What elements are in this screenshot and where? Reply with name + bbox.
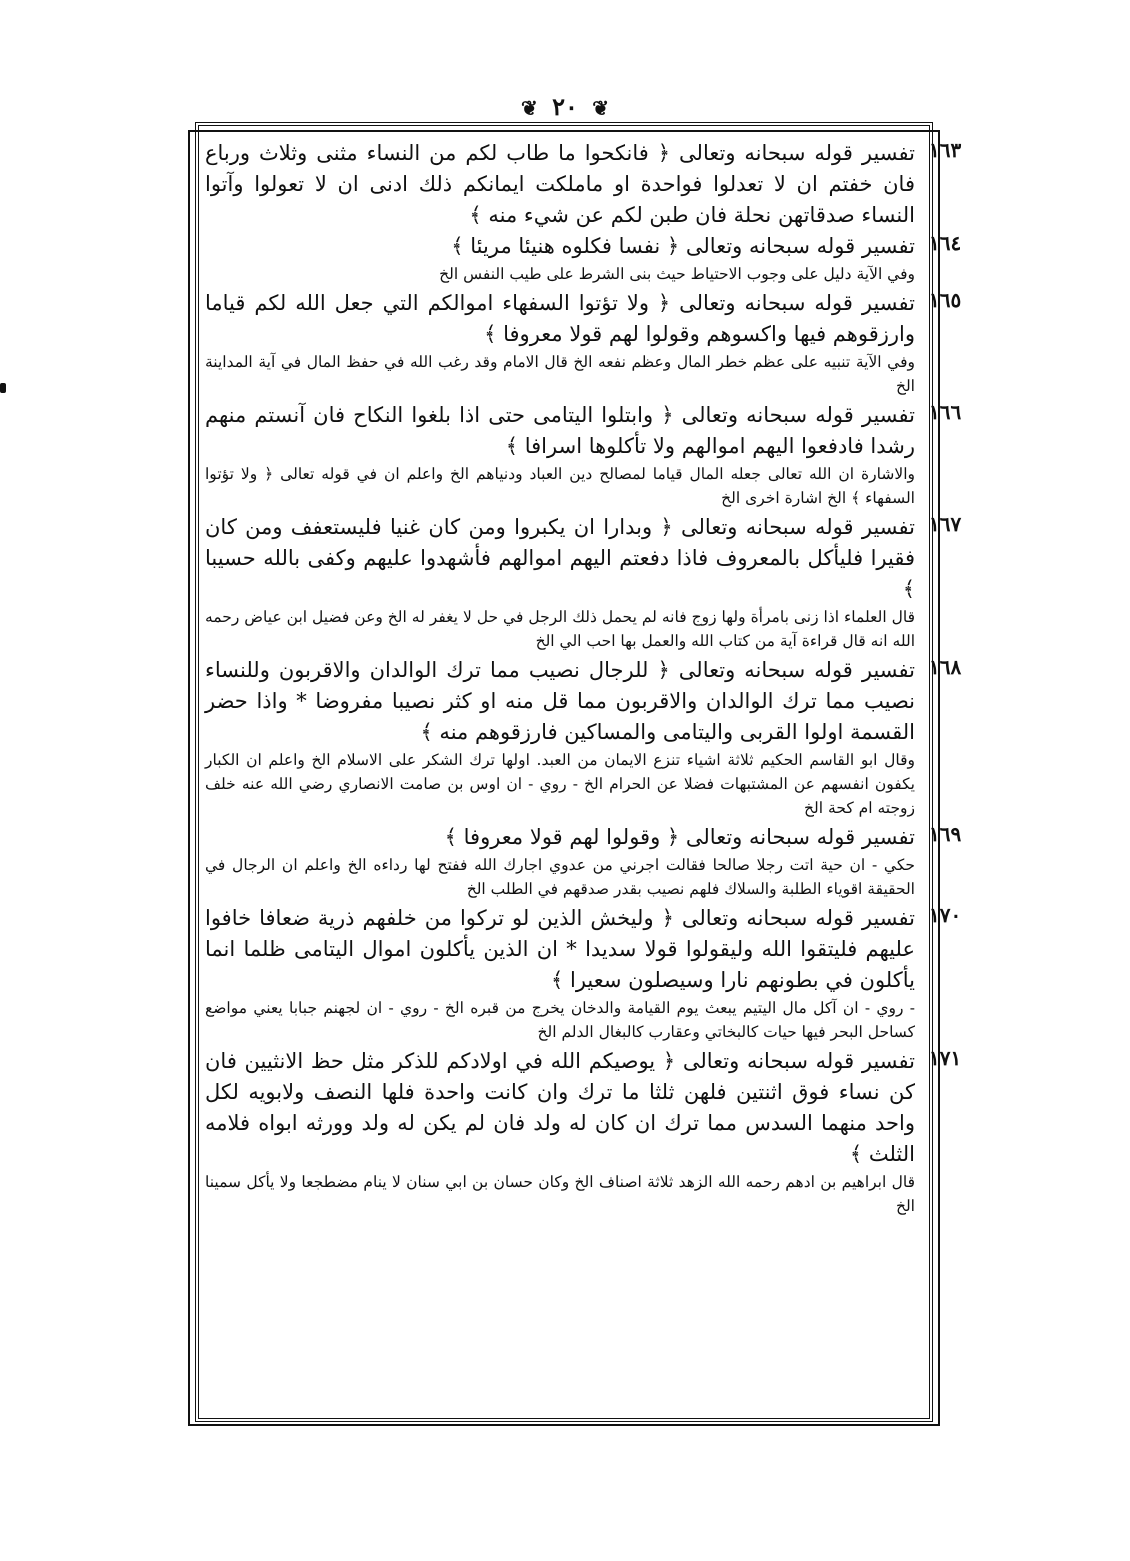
entry-168 <box>205 655 962 820</box>
entry-commentary: حكي - ان حية اتت رجلا صالحا فقالت اجرني من عدوي اجارك الله ففتح لها رداءه الخ واعلم ان الرجال في الحقيقة اقوياء الطلبة والسلاك فلهم نصيب بقدر صدقهم في الطلب الخ <box>205 856 915 898</box>
entry-166 <box>205 400 962 510</box>
entry-170 <box>205 903 962 1044</box>
entry-number: ١٦٤ <box>929 231 962 255</box>
entry-number: ١٦٦ <box>929 400 962 424</box>
entry-text: تفسير قوله سبحانه وتعالى ﴿ للرجال نصيب مما ترك الوالدان والاقربون وللنساء نصيب مما ترك الوالدان والاقربون مما قل منه او كثر نصيبا مفروضا * واذا حضر القسمة اولوا القربى واليتامى والمساكين فارزقوهم منه ﴾ <box>205 658 915 744</box>
entry-171 <box>205 1046 962 1218</box>
entry-text: تفسير قوله سبحانه وتعالى ﴿ ولا تؤتوا السفهاء اموالكم التي جعل الله لكم قياما وارزقوهم فيها واكسوهم وقولوا لهم قولا معروفا ﴾ <box>205 291 915 346</box>
page-number: ٢٠ <box>552 92 578 121</box>
entry-text: تفسير قوله سبحانه وتعالى ﴿ فانكحوا ما طاب لكم من النساء مثنى وثلاث ورباع فان خفتم ان لا تعدلوا فواحدة او ماملكت ايمانكم ذلك ادنى ان لا تعولوا وآتوا النساء صدقاتهن نحلة فان طبن لكم عن شيء منه ﴾ <box>205 141 915 227</box>
entry-commentary: وفي الآية دليل على وجوب الاحتياط حيث بنى الشرط على طيب النفس الخ <box>439 265 915 283</box>
entry-text: تفسير قوله سبحانه وتعالى ﴿ وبدارا ان يكبروا ومن كان غنيا فليستعفف ومن كان فقيرا فليأكل بالمعروف فاذا دفعتم اليهم اموالهم فأشهدوا عليهم وكفى بالله حسيبا ﴾ <box>205 515 915 601</box>
entry-commentary: - روي - ان آكل مال اليتيم يبعث يوم القيامة والدخان يخرج من قبره الخ - روي - ان لجهنم جبابا يعني مواضع كساحل البحر فيها حيات كالبخاتي وعقارب كالبغال الدلم الخ <box>205 999 915 1041</box>
entry-number: ١٦٨ <box>929 655 962 679</box>
entry-number: ١٦٥ <box>929 288 962 312</box>
entry-commentary: قال العلماء اذا زنى بامرأة ولها زوج فانه لم يحمل ذلك الرجل في حل لا يغفر له الخ وعن فضيل ابن عياض رحمه الله انه قال قراءة آية من كتاب الله والعمل بها احب الي الخ <box>205 608 915 650</box>
entry-167 <box>205 512 962 653</box>
entry-commentary: والاشارة ان الله تعالى جعله المال قياما لمصالح دين العباد ودنياهم الخ واعلم ان في قوله تعالى ﴿ ولا تؤتوا السفهاء ﴾ الخ اشارة اخرى الخ <box>205 465 915 507</box>
page-header <box>0 92 1130 121</box>
entry-text: تفسير قوله سبحانه وتعالى ﴿ نفسا فكلوه هنيئا مريئا ﴾ <box>451 234 915 258</box>
entry-text: تفسير قوله سبحانه وتعالى ﴿ وابتلوا اليتامى حتى اذا بلغوا النكاح فان آنستم منهم رشدا فادفعوا اليهم اموالهم ولا تأكلوها اسرافا ﴾ <box>205 403 915 458</box>
entry-number: ١٦٧ <box>929 512 962 536</box>
entry-commentary: وفي الآية تنبيه على عظم خطر المال وعظم نفعه الخ قال الامام وقد رغب الله في حفظ المال في آية المداينة الخ <box>205 353 915 395</box>
page-content <box>205 138 962 1220</box>
margin-mark <box>0 383 6 393</box>
entry-163 <box>205 138 962 231</box>
entry-number: ١٦٣ <box>929 138 962 162</box>
right-ornament: ❦ <box>592 96 610 120</box>
entry-number: ١٧٠ <box>929 903 962 927</box>
entry-number: ١٧١ <box>929 1046 962 1070</box>
entry-commentary: وقال ابو القاسم الحكيم ثلاثة اشياء تنزع الايمان من العبد. اولها ترك الشكر على الاسلام الخ واعلم ان الكبار يكفون انفسهم عن المشتبهات فضلا عن الحرام الخ - روي - ان اوس بن صامت الانصاري رضي الله عنه خلف زوجته ام كحة الخ <box>205 751 915 817</box>
left-ornament: ❦ <box>520 96 538 120</box>
entry-165 <box>205 288 962 398</box>
entry-169 <box>205 822 962 901</box>
entry-text: تفسير قوله سبحانه وتعالى ﴿ وليخش الذين لو تركوا من خلفهم ذرية ضعافا خافوا عليهم فليتقوا الله وليقولوا قولا سديدا * ان الذين يأكلون اموال اليتامى ظلما انما يأكلون في بطونهم نارا وسيصلون سعيرا ﴾ <box>205 906 915 992</box>
entry-number: ١٦٩ <box>929 822 962 846</box>
entry-text: تفسير قوله سبحانه وتعالى ﴿ وقولوا لهم قولا معروفا ﴾ <box>444 825 915 849</box>
entry-164 <box>205 231 962 286</box>
entry-text: تفسير قوله سبحانه وتعالى ﴿ يوصيكم الله في اولادكم للذكر مثل حظ الانثيين فان كن نساء فوق اثنتين فلهن ثلثا ما ترك وان كانت واحدة فلها النصف ولابويه لكل واحد منهما السدس مما ترك ان كان له ولد فان لم يكن له ولد وورثه ابواه فلامه الثلث ﴾ <box>205 1049 915 1166</box>
entry-commentary: قال ابراهيم بن ادهم رحمه الله الزهد ثلاثة اصناف الخ وكان حسان بن ابي سنان لا ينام مضطجعا ولا يأكل سمينا الخ <box>205 1173 915 1215</box>
